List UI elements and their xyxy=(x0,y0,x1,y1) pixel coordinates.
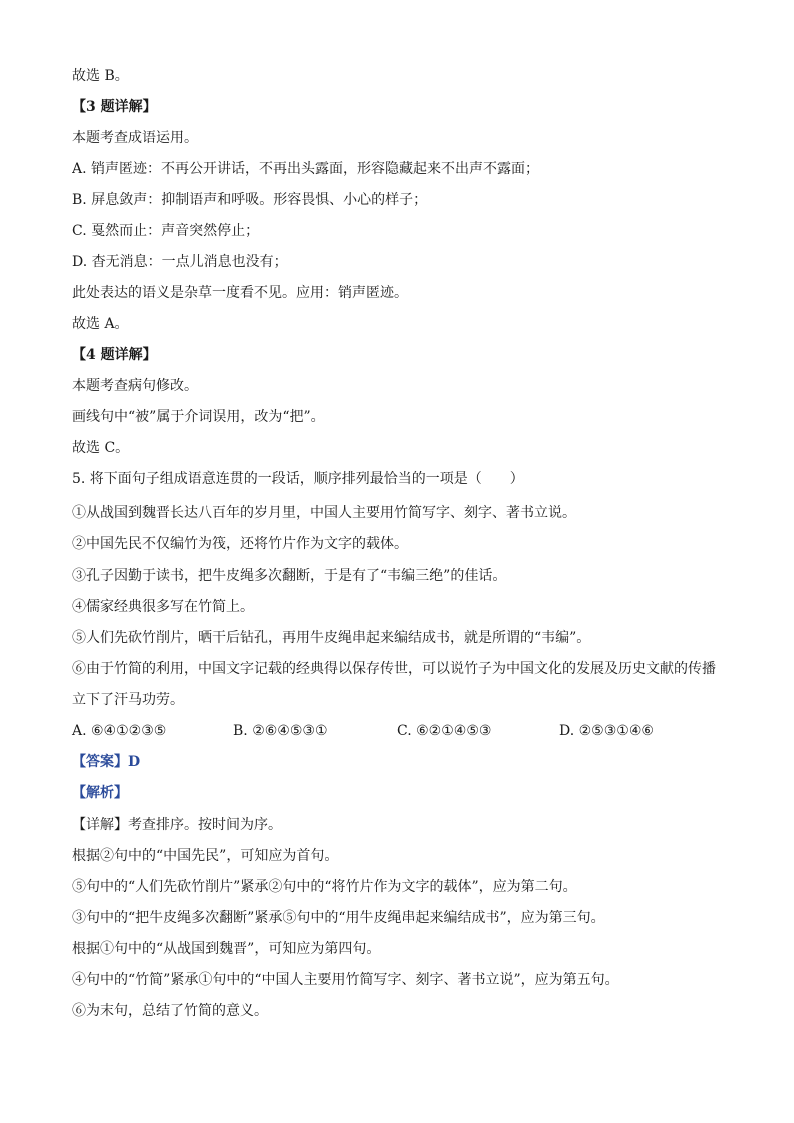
q5-sentence-2: ②中国先民不仅编竹为筏，还将竹片作为文字的载体。 xyxy=(72,536,408,552)
conclusion-q2: 故选 B。 xyxy=(72,68,129,84)
conclusion-q4: 故选 C。 xyxy=(72,440,130,456)
q3-option-c-explanation: C. 戛然而止：声音突然停止； xyxy=(72,223,260,239)
q5-sentence-6: ⑥由于竹简的利用，中国文字记载的经典得以保存传世，可以说竹子为中国文化的发展及历史文献的传播 xyxy=(72,661,716,677)
q3-option-b-explanation: B. 屏息敛声：抑制语声和呼吸。形容畏惧、小心的样子； xyxy=(72,192,428,208)
answer-label: 【答案】D xyxy=(72,754,141,770)
q5-stem: 5. 将下面句子组成语意连贯的一段话，顺序排列最恰当的一项是（ ） xyxy=(72,471,524,487)
q3-topic: 本题考查成语运用。 xyxy=(72,130,198,146)
q3-option-d-explanation: D. 杳无消息：一点儿消息也没有； xyxy=(72,254,288,270)
q5-option-b: B. ②⑥④⑤③① xyxy=(233,723,328,739)
q5-option-a: A. ⑥④①②③⑤ xyxy=(72,723,167,739)
q4-topic: 本题考查病句修改。 xyxy=(72,378,198,394)
q5-detail-last: ⑥为末句，总结了竹简的意义。 xyxy=(72,1003,268,1019)
q5-option-d: D. ②⑤③①④⑥ xyxy=(559,723,654,739)
q5-detail-fourth: 根据①句中的“从战国到魏晋”，可知应为第四句。 xyxy=(72,941,381,957)
q5-detail-third: ③句中的“把牛皮绳多次翻断”紧承⑤句中的“用牛皮绳串起来编结成书”，应为第三句。 xyxy=(72,910,605,926)
q3-detail-heading: 【3 题详解】 xyxy=(72,99,157,115)
q5-detail-fifth: ④句中的“竹简”紧承①句中的“中国人主要用竹简写字、刻字、著书立说”，应为第五句。 xyxy=(72,972,619,988)
q3-option-a-explanation: A. 销声匿迹：不再公开讲话，不再出头露面，形容隐藏起来不出声不露面； xyxy=(72,161,540,177)
q5-detail-intro: 【详解】考查排序。按时间为序。 xyxy=(72,817,282,833)
q5-sentence-3: ③孔子因勤于读书，把牛皮绳多次翻断，于是有了“韦编三绝”的佳话。 xyxy=(72,568,507,584)
q3-application: 此处表达的语义是杂草一度看不见。应用：销声匿迹。 xyxy=(72,285,408,301)
q5-sentence-5: ⑤人们先砍竹削片，晒干后钻孔，再用牛皮绳串起来编结成书，就是所谓的“韦编”。 xyxy=(72,630,591,646)
q5-detail-first: 根据②句中的“中国先民”，可知应为首句。 xyxy=(72,848,339,864)
analysis-label: 【解析】 xyxy=(72,785,128,801)
q5-options xyxy=(72,721,732,741)
conclusion-q3: 故选 A。 xyxy=(72,316,129,332)
q5-sentence-6-continued: 立下了汗马功劳。 xyxy=(72,692,184,708)
q4-explanation: 画线句中“被”属于介词误用，改为“把”。 xyxy=(72,409,325,425)
q5-detail-second: ⑤句中的“人们先砍竹削片”紧承②句中的“将竹片作为文字的载体”，应为第二句。 xyxy=(72,879,577,895)
q4-detail-heading: 【4 题详解】 xyxy=(72,347,157,363)
q5-sentence-4: ④儒家经典很多写在竹简上。 xyxy=(72,599,254,615)
q5-sentence-1: ①从战国到魏晋长达八百年的岁月里，中国人主要用竹简写字、刻字、著书立说。 xyxy=(72,505,576,521)
q5-option-c: C. ⑥②①④⑤③ xyxy=(397,723,492,739)
